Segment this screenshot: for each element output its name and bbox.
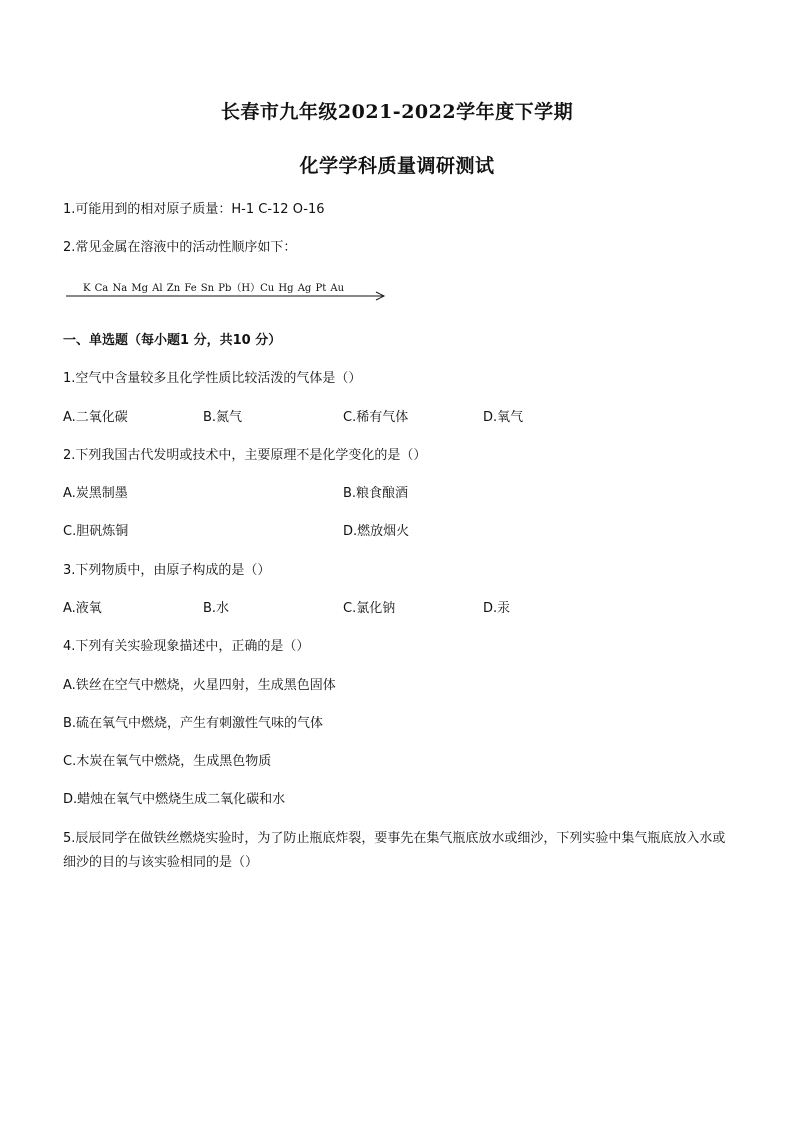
right-arrow-icon [66,291,388,301]
question-2-option-d: D.燃放烟火 [343,524,410,539]
question-1-option-a: A.二氧化碳 [63,410,128,425]
exam-title-line2: 化学学科质量调研测试 [299,155,495,177]
question-4-option-c: C.木炭在氧气中燃烧，生成黑色物质 [63,754,272,769]
activity-series-arrow [66,282,388,304]
question-4-option-b: B.硫在氧气中燃烧，产生有刺激性气味的气体 [63,716,324,731]
question-4-option-d: D.蜡烛在氧气中燃烧生成二氧化碳和水 [63,792,286,807]
note-atomic-masses: 1.可能用到的相对原子质量：H-1 C-12 O-16 [63,202,325,217]
question-3-option-a: A.液氧 [63,601,102,616]
question-5-stem: 5.辰辰同学在做铁丝燃烧实验时，为了防止瓶底炸裂，要事先在集气瓶底放水或细沙，下列实验中集气瓶底放入水或细沙的目的与该实验相同的是（） [63,831,726,870]
question-1-option-b: B.氮气 [203,410,243,425]
note-activity-series-intro: 2.常见金属在溶液中的活动性顺序如下： [63,240,297,255]
exam-title-line1: 长春市九年级2021-2022学年度下学期 [220,101,574,123]
activity-series-text: K Ca Na Mg Al Zn Fe Sn Pb（H）Cu Hg Ag Pt Au [83,283,345,294]
question-1-option-c: C.稀有气体 [343,410,409,425]
question-3-option-c: C.氯化钠 [343,601,396,616]
question-1-stem: 1.空气中含量较多且化学性质比较活泼的气体是（） [63,371,362,386]
question-4-option-a: A.铁丝在空气中燃烧，火星四射，生成黑色固体 [63,678,336,693]
question-2-option-a: A.炭黑制墨 [63,486,128,501]
question-3-stem: 3.下列物质中，由原子构成的是（） [63,563,271,578]
question-2-stem: 2.下列我国古代发明或技术中，主要原理不是化学变化的是（） [63,448,427,463]
section-heading-single-choice: 一、单选题（每小题1 分，共10 分） [63,333,282,348]
question-2-option-c: C.胆矾炼铜 [63,524,129,539]
question-3-option-d: D.汞 [483,601,511,616]
question-3-option-b: B.水 [203,601,230,616]
question-2-option-b: B.粮食酿酒 [343,486,409,501]
question-1-option-d: D.氧气 [483,410,524,425]
question-4-stem: 4.下列有关实验现象描述中，正确的是（） [63,639,310,654]
